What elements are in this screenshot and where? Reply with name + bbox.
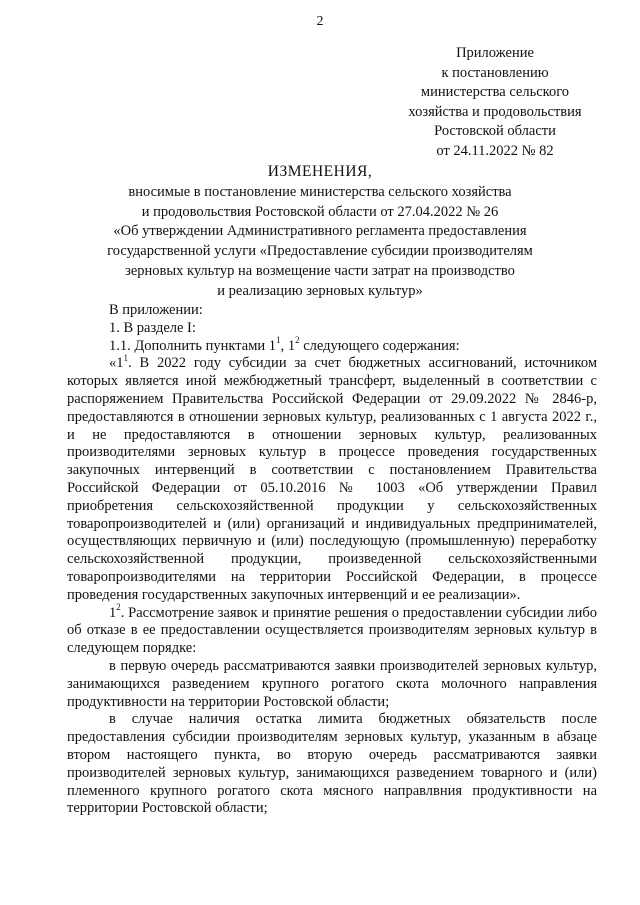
- appendix-line: к постановлению: [441, 64, 549, 81]
- superscript: 2: [116, 601, 121, 612]
- appendix-line: Приложение: [456, 45, 534, 61]
- paragraph-point-1-2: [67, 601, 597, 658]
- text-span: . В 2022 году субсидии за счет бюджетных ассигнований, источником которых является иной межбюджетный трансферт, выделенный в соответствии с распоряжением Правительства Российской Федерации от 29.09.2022 № 2846-р, предоставляются в отношении зерновых культур, реализованных с 1 августа 2022 г., и не предоставляются в отношении зерновых культур, реализованных производителями зерновых культур в процессе проведения государственных закупочных интервенций в соответствии с постановлением Правительства Российской Федерации от 05.10.2016 № 1003 «Об утверждении Правил приобретения сельскохозяйственной продукции у сельскохозяйственных товаропроизводителей и (или) организаций и индивидуальных предпринимателей, осуществляющих первичную и (или) последующую (промышленную) переработку сельскохозяйственной продукции, произведенной сельскохозяйственными товаропроизводителями на территории Российской Федерации, в процессе проведения государственных закупочных интервенций и ее реализации».: [67, 355, 597, 603]
- paragraph-point-1-1: [67, 352, 597, 604]
- superscript: 1: [123, 352, 128, 363]
- title-line: и продовольствия Ростовской области от 27.04.2022 № 26: [141, 203, 499, 220]
- paragraph-amendment: [67, 334, 597, 356]
- text-span: . Рассмотрение заявок и принятие решения о предоставлении субсидии либо об отказе в ее предоставлении осуществляется производителям зерновых культур в следующем порядке:: [67, 604, 597, 657]
- superscript: 2: [295, 334, 300, 345]
- text-span: 1: [109, 604, 117, 621]
- title-line: «Об утверждении Административного регламента предоставления: [113, 223, 527, 240]
- appendix-line: министерства сельского: [420, 84, 570, 100]
- paragraph-second-priority: в случае наличия остатка лимита бюджетных обязательств после предоставления субсидии производителям зерновых культур, указанным в абзаце втором настоящего пункта, во вторую очередь рассматриваются заявки производителей зерновых культур, занимающихся разведением товарного и (или) племенного крупного рогатого скота мясного направлвния продуктивности на территории Ростовской области;: [67, 711, 597, 817]
- text-span: , 1: [280, 337, 296, 354]
- paragraph-intro: В приложении:: [109, 302, 203, 318]
- appendix-line: хозяйства и продовольствия: [408, 103, 582, 120]
- text-span: следующего содержания:: [299, 337, 460, 354]
- text-span: 1.1. Дополнить пунктами 1: [109, 337, 277, 354]
- title-block: [60, 162, 580, 302]
- appendix-line: от 24.11.2022 № 82: [436, 142, 554, 159]
- appendix-block: [400, 44, 590, 161]
- page-number: 2: [316, 14, 324, 29]
- paragraph-section: 1. В разделе I:: [109, 319, 196, 336]
- title-line: государственной услуги «Предоставление субсидии производителям: [107, 243, 533, 260]
- superscript: 1: [276, 334, 281, 345]
- title-line: вносимые в постановление министерства сельского хозяйства: [128, 183, 512, 200]
- text-span: «1: [109, 355, 124, 372]
- title-line: и реализацию зерновых культур»: [217, 282, 423, 299]
- document-body: [67, 302, 597, 818]
- title-line: зерновых культур на возмещение части затрат на производство: [125, 262, 515, 279]
- paragraph-first-priority: в первую очередь рассматриваются заявки производителей зерновых культур, занимающихся разведением крупного рогатого скота молочного направления продуктивности на территории Ростовской области;: [67, 657, 597, 710]
- document-heading: ИЗМЕНЕНИЯ,: [267, 163, 373, 180]
- appendix-line: Ростовской области: [434, 123, 556, 139]
